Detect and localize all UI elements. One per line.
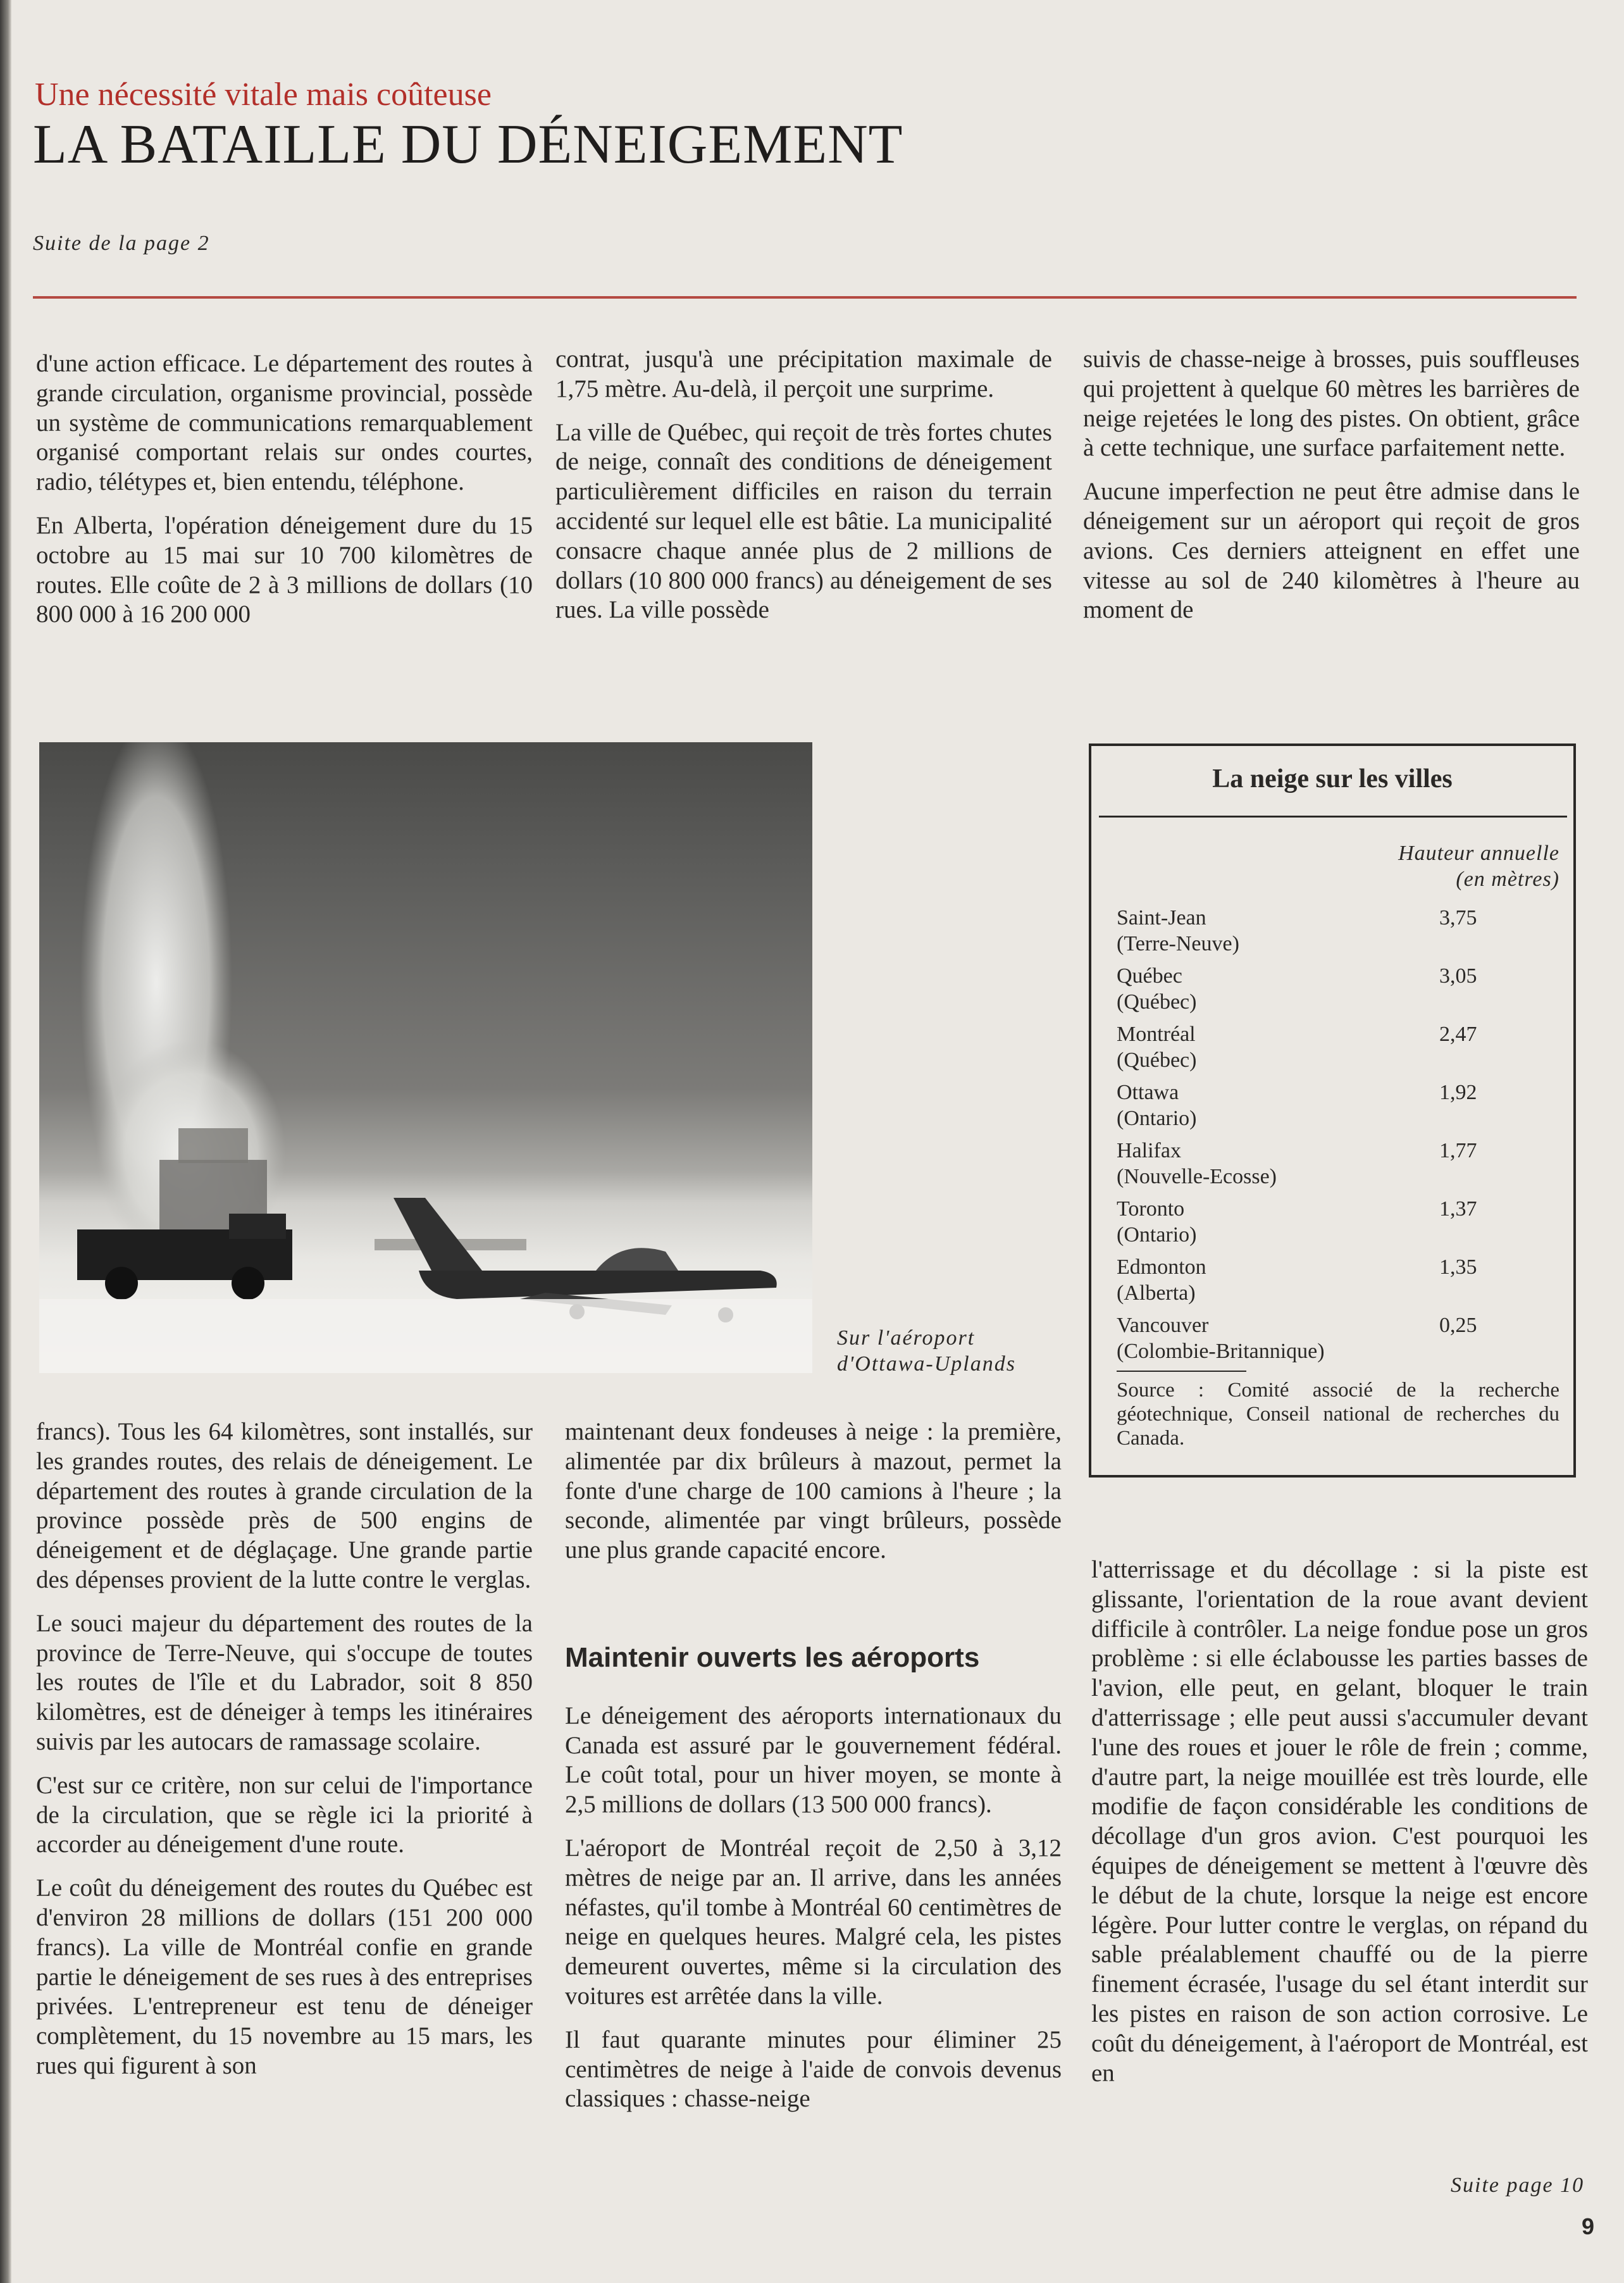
binding-edge bbox=[0, 0, 11, 2283]
city-region: (Québec) bbox=[1117, 1048, 1197, 1072]
paragraph: maintenant deux fondeuses à neige : la première, alimentée par dix brûleurs à mazout, permet la fonte d'une charge de 100 camions à l'heure ; la seconde, alimentée par vingt brûleurs, possède une plus grande capacité encore. bbox=[565, 1418, 1062, 1564]
paragraph: francs). Tous les 64 kilomètres, sont installés, sur les grandes routes, des relais de déneigement. Le département des routes à grande circulation de la province possède près de 500 engins de déneigement et de déglaçage. Une grande partie des dépenses provient de la lutte contre le verglas. bbox=[36, 1418, 533, 1593]
city-name: Québec bbox=[1117, 964, 1182, 988]
paragraph: l'atterrissage et du décollage : si la piste est glissante, l'orientation de la roue avant devient difficile à contrôler. La neige fondue pose un gros problème : si elle éclabousse les parties basses de l'avion, elle peut, en gelant, bloquer le train d'atterrissage ; elle peut aussi s'accumuler devant l'une des roues et jouer le rôle de frein ; comme, d'autre part, la neige mouillée est très lourde, elle modifie de façon considérable les conditions de décollage d'un gros avion. C'est pourquoi les équipes de déneigement se mettent à l'œuvre dès le début de la chute, lorsque la neige est encore légère. Pour lutter contre le verglas, on répand du sable préalablement chauffé ou de la pierre finement écrasée, l'usage du sel étant interdit sur les pistes en raison de son action corrosive. Le coût du déneigement, à l'aéroport de Montréal, est en bbox=[1091, 1556, 1588, 2087]
caption-line: d'Ottawa-Uplands bbox=[837, 1352, 1016, 1376]
text-column-4 bbox=[36, 1417, 533, 2095]
photo-caption bbox=[837, 1326, 1016, 1378]
table-title: La neige sur les villes bbox=[1212, 764, 1453, 793]
snow-height: 2,47 bbox=[1439, 1023, 1477, 1046]
snow-height: 1,37 bbox=[1439, 1197, 1477, 1221]
snow-height: 3,05 bbox=[1439, 964, 1477, 988]
article-title: LA BATAILLE DU DÉNEIGEMENT bbox=[33, 114, 903, 175]
continued-to-note: Suite page 10 bbox=[1451, 2174, 1585, 2197]
article-kicker: Une nécessité vitale mais coûteuse bbox=[35, 77, 492, 113]
continued-from-note: Suite de la page 2 bbox=[33, 232, 210, 255]
city-name: Halifax bbox=[1117, 1139, 1181, 1162]
city-name: Edmonton bbox=[1117, 1255, 1206, 1279]
paragraph: Le coût du déneigement des routes du Québec est d'environ 28 millions de dollars (151 200 000 francs). La ville de Montréal confie en grande partie le déneigement de ses rues à des entreprises privées. L'entrepreneur est tenu de déneiger complètement, du 15 novembre au 15 mars, les rues qui figurent à son bbox=[36, 1874, 533, 2079]
city-name: Toronto bbox=[1117, 1197, 1185, 1221]
paragraph: En Alberta, l'opération déneigement dure du 15 octobre au 15 mai sur 10 700 kilomètres de routes. Elle coûte de 2 à 3 millions de dollars (10 800 000 à 16 200 000 bbox=[36, 511, 533, 628]
header-line: Hauteur annuelle bbox=[1398, 842, 1559, 865]
snowy-runway bbox=[39, 1299, 812, 1373]
section-subheading: Maintenir ouverts les aéroports bbox=[565, 1641, 980, 1673]
text-column-2 bbox=[555, 345, 1052, 639]
city-name: Montréal bbox=[1117, 1023, 1196, 1046]
snow-height: 0,25 bbox=[1439, 1314, 1477, 1337]
city-region: (Ontario) bbox=[1117, 1106, 1197, 1130]
snow-by-city-table bbox=[1089, 743, 1576, 1477]
city-name: Saint-Jean bbox=[1117, 906, 1206, 930]
text-column-3 bbox=[1083, 345, 1580, 639]
text-column-1 bbox=[36, 349, 533, 644]
text-column-6 bbox=[1091, 1555, 1588, 2102]
city-region: (Québec) bbox=[1117, 990, 1197, 1014]
city-region: (Nouvelle-Ecosse) bbox=[1117, 1164, 1277, 1188]
page-number: 9 bbox=[1582, 2213, 1595, 2239]
paragraph: suivis de chasse-neige à brosses, puis souffleuses qui projettent à quelque 60 mètres les barrières de neige rejetées le long des pistes. On obtient, grâce à cette technique, une surface parfaitement nette. bbox=[1083, 345, 1580, 462]
paragraph: contrat, jusqu'à une précipitation maximale de 1,75 mètre. Au-delà, il perçoit une surprime. bbox=[555, 345, 1052, 402]
paragraph: L'aéroport de Montréal reçoit de 2,50 à 3,12 mètres de neige par an. Il arrive, dans les années néfastes, qu'il tombe à Montréal 60 centimètres de neige en quelques heures. Malgré cela, les pistes demeurent ouvertes, même si la circulation des voitures est arrêtée dans la ville. bbox=[565, 1834, 1062, 2010]
table-column-header bbox=[1398, 841, 1559, 893]
paragraph: La ville de Québec, qui reçoit de très fortes chutes de neige, connaît des conditions de déneigement particulièrement difficiles en raison du terrain accidenté sur lequel elle est bâtie. La municipalité consacre chaque année plus de 2 millions de dollars (10 800 000 francs) au déneigement de ses rues. La ville possède bbox=[555, 418, 1052, 624]
paragraph: Aucune imperfection ne peut être admise dans le déneigement sur un aéroport qui reçoit de gros avions. Ces derniers atteignent en effet une vitesse au sol de 240 kilomètres à l'heure au moment de bbox=[1083, 478, 1580, 624]
city-name: Ottawa bbox=[1117, 1081, 1179, 1104]
text-column-5 bbox=[565, 1417, 1062, 2128]
airport-snow-removal-photo bbox=[39, 742, 812, 1373]
city-region: (Alberta) bbox=[1117, 1281, 1196, 1305]
snow-height: 1,77 bbox=[1439, 1139, 1477, 1162]
paragraph: Le souci majeur du département des routes de la province de Terre-Neuve, qui s'occupe de toutes les routes de l'île et du Labrador, soit 8 850 kilomètres, est de déneiger à temps les itinéraires suivis par les autocars de ramassage scolaire. bbox=[36, 1609, 533, 1755]
table-source: Source : Comité associé de la recherche géotechnique, Conseil national de recherches du Canada. bbox=[1117, 1379, 1559, 1450]
paragraph: Il faut quarante minutes pour éliminer 25 centimètres de neige à l'aide de convois devenus classiques : chasse-neige bbox=[565, 2025, 1062, 2113]
caption-line: Sur l'aéroport bbox=[837, 1326, 976, 1350]
paragraph: C'est sur ce critère, non sur celui de l'importance de la circulation, que se règle ici la priorité à accorder au déneigement d'une route. bbox=[36, 1771, 533, 1858]
city-region: (Ontario) bbox=[1117, 1222, 1197, 1247]
header-line: (en mètres) bbox=[1456, 867, 1559, 891]
city-region: (Terre-Neuve) bbox=[1117, 931, 1239, 955]
snow-height: 1,35 bbox=[1439, 1255, 1477, 1279]
city-name: Vancouver bbox=[1117, 1314, 1209, 1337]
photo-illustration bbox=[39, 742, 812, 1373]
paragraph: Le déneigement des aéroports internationaux du Canada est assuré par le gouvernement fédéral. Le coût total, pour un hiver moyen, se monte à 2,5 millions de dollars (13 500 000 francs). bbox=[565, 1701, 1062, 1819]
city-region: (Colombie-Britannique) bbox=[1117, 1339, 1325, 1363]
table-title-rule bbox=[1099, 816, 1567, 818]
snow-height: 3,75 bbox=[1439, 906, 1477, 930]
control-tower-cab bbox=[178, 1128, 248, 1163]
paragraph: d'une action efficace. Le département des routes à grande circulation, organisme provincial, possède un système de communications remarquablement organisé comportant relais sur ondes courtes, radio, télétypes et, bien entendu, téléphone. bbox=[36, 350, 533, 496]
header-divider bbox=[33, 296, 1577, 299]
source-divider bbox=[1117, 1371, 1246, 1372]
snow-height: 1,92 bbox=[1439, 1081, 1477, 1104]
